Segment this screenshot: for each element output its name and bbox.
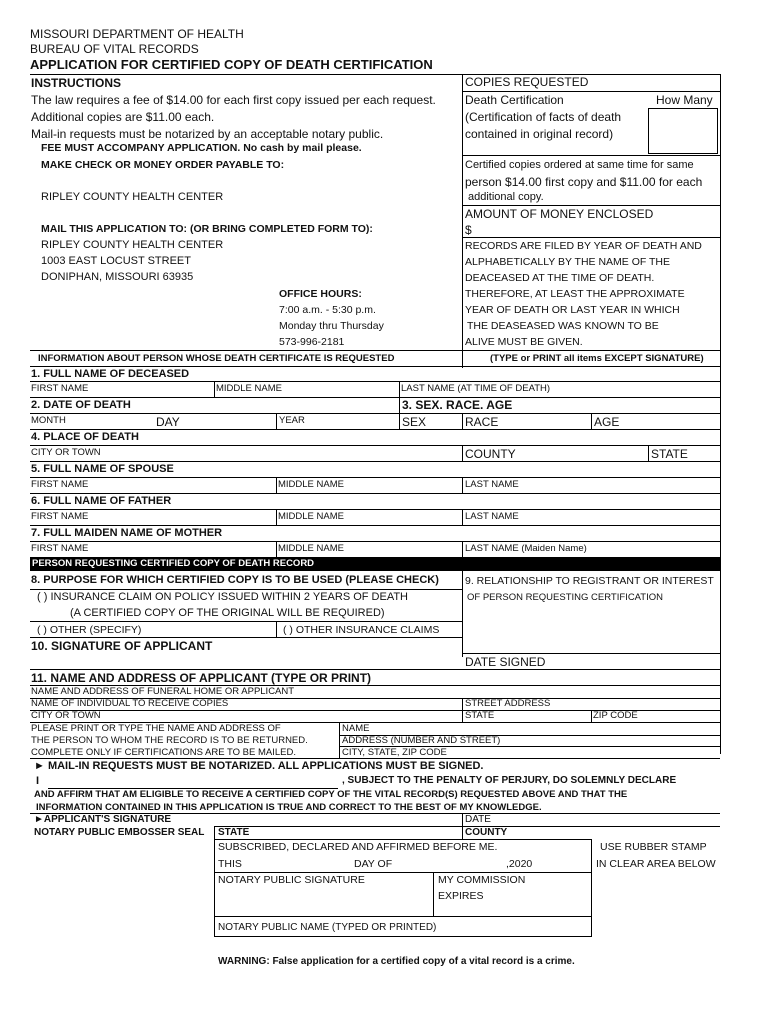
s3-div-3 bbox=[591, 413, 592, 429]
s4-div-2 bbox=[648, 445, 649, 461]
form-title: APPLICATION FOR CERTIFIED COPY OF DEATH CERTIFICATION bbox=[30, 57, 433, 72]
mail-to-line: MAIL THIS APPLICATION TO: (OR BRING COMPLETED FORM TO): bbox=[41, 223, 373, 235]
records-note-5: YEAR OF DEATH OR LAST YEAR IN WHICH bbox=[465, 304, 680, 316]
this-label: THIS bbox=[218, 858, 242, 870]
office-phone: 573-996-2181 bbox=[279, 336, 345, 348]
section-9-heading-1: 9. RELATIONSHIP TO REGISTRANT OR INTEREST bbox=[465, 575, 714, 587]
rubber-stamp-2: IN CLEAR AREA BELOW bbox=[596, 858, 716, 870]
payable-line: MAKE CHECK OR MONEY ORDER PAYABLE TO: bbox=[41, 159, 285, 171]
s6-top-line bbox=[30, 493, 720, 494]
np-sig-top-line bbox=[214, 872, 592, 873]
deceased-middle-name-label: MIDDLE NAME bbox=[216, 383, 282, 394]
info-bottom-line bbox=[30, 366, 720, 367]
s5-line bbox=[30, 477, 720, 478]
np-name-top-line bbox=[214, 916, 592, 917]
section-3-heading: 3. SEX. RACE. AGE bbox=[402, 398, 513, 412]
records-note-2: ALPHABETICALLY BY THE NAME OF THE bbox=[465, 256, 671, 268]
day-of-label: DAY OF bbox=[354, 858, 393, 870]
s1-div-1 bbox=[214, 381, 215, 397]
date-signed-label[interactable]: DATE SIGNED bbox=[465, 655, 546, 669]
records-note-1: RECORDS ARE FILED BY YEAR OF DEATH AND bbox=[465, 240, 702, 252]
section-11-heading: 11. NAME AND ADDRESS OF APPLICANT (TYPE OR PRINT) bbox=[31, 671, 372, 685]
form-right-edge bbox=[720, 74, 721, 754]
death-year-label: YEAR bbox=[279, 415, 305, 426]
office-hours-label: OFFICE HOURS: bbox=[279, 288, 362, 300]
mother-middle-name-label: MIDDLE NAME bbox=[278, 543, 344, 554]
form-top-line bbox=[30, 74, 720, 75]
notary-state-label: STATE bbox=[218, 827, 250, 838]
info-top-line bbox=[30, 350, 720, 351]
section-4-heading: 4. PLACE OF DEATH bbox=[31, 431, 139, 443]
race-label: RACE bbox=[465, 415, 499, 429]
date-signed-line bbox=[462, 653, 720, 654]
perjury-statement: , SUBJECT TO THE PENALTY OF PERJURY, DO SOLEMNLY DECLARE bbox=[342, 775, 677, 786]
copies-heading-line bbox=[462, 91, 720, 92]
payee: RIPLEY COUNTY HEALTH CENTER bbox=[41, 191, 224, 203]
how-many-label: How Many bbox=[656, 93, 713, 107]
please-print-3: COMPLETE ONLY IF CERTIFICATIONS ARE TO BE MAILED. bbox=[31, 747, 297, 758]
info-heading: INFORMATION ABOUT PERSON WHOSE DEATH CERTIFICATE IS REQUESTED bbox=[38, 353, 395, 364]
requester-bar-label: PERSON REQUESTING CERTIFIED COPY OF DEATH RECORD bbox=[32, 558, 315, 569]
s7-line bbox=[30, 541, 720, 542]
s2-top-line bbox=[30, 397, 720, 398]
mail-address-2: 1003 EAST LOCUST STREET bbox=[41, 255, 191, 267]
section-9-heading-2: OF PERSON REQUESTING CERTIFICATION bbox=[467, 592, 663, 603]
s6-div bbox=[276, 509, 277, 525]
s11-div-2 bbox=[591, 710, 592, 722]
office-hours-time: 7:00 a.m. - 5:30 p.m. bbox=[279, 304, 376, 316]
notary-signature-label[interactable]: NOTARY PUBLIC SIGNATURE bbox=[218, 874, 365, 886]
copies-line-4 bbox=[462, 237, 720, 238]
death-day-label: DAY bbox=[156, 415, 180, 429]
section-6-heading: 6. FULL NAME OF FATHER bbox=[31, 495, 172, 507]
section-5-heading: 5. FULL NAME OF SPOUSE bbox=[31, 463, 174, 475]
notary-county-label: COUNTY bbox=[465, 827, 508, 838]
notary-name-label[interactable]: NOTARY PUBLIC NAME (TYPED OR PRINTED) bbox=[218, 922, 437, 933]
affirm-line-2: INFORMATION CONTAINED IN THIS APPLICATION IS TRUE AND CORRECT TO THE BEST OF MY KNOWLEDGE. bbox=[36, 802, 542, 813]
same-time-line-2: person $14.00 first copy and $11.00 for each bbox=[465, 175, 703, 189]
please-print-2: THE PERSON TO WHOM THE RECORD IS TO BE RETURNED. bbox=[31, 735, 308, 746]
declarant-i: I bbox=[36, 775, 40, 787]
s2-line bbox=[30, 413, 720, 414]
city-town-label: CITY OR TOWN bbox=[31, 710, 101, 721]
spouse-last-name-label: LAST NAME bbox=[465, 479, 519, 490]
stamp-div bbox=[591, 839, 592, 937]
np-name-bottom-line bbox=[214, 936, 592, 937]
dollar-sign[interactable]: $ bbox=[465, 223, 472, 237]
s11-top-line bbox=[30, 669, 720, 670]
s1-line bbox=[30, 381, 720, 382]
copies-requested-heading: COPIES REQUESTED bbox=[465, 75, 589, 89]
father-first-name-label: FIRST NAME bbox=[31, 511, 89, 522]
applicant-state-label: STATE bbox=[465, 710, 495, 721]
records-note-7: ALIVE MUST BE GIVEN. bbox=[465, 336, 583, 348]
section-8-heading: 8. PURPOSE FOR WHICH CERTIFIED COPY IS TO BE USED (PLEASE CHECK) bbox=[31, 574, 439, 586]
s1-div-2 bbox=[399, 381, 400, 397]
notarized-line: Mail-in requests must be notarized by an acceptable notary public. bbox=[31, 127, 384, 141]
s2-div bbox=[276, 413, 277, 429]
embosser-seal-label: NOTARY PUBLIC EMBOSSER SEAL bbox=[34, 827, 205, 838]
applicant-signature-label[interactable]: ►APPLICANT'S SIGNATURE bbox=[34, 814, 172, 825]
insurance-claim-note: (A CERTIFIED COPY OF THE ORIGINAL WILL BE REQUIRED) bbox=[70, 607, 385, 619]
applicant-date-label[interactable]: DATE bbox=[465, 814, 491, 825]
affirm-line-1: AND AFFIRM THAT AM ELIGIBLE TO RECEIVE A CERTIFIED COPY OF THE VITAL RECORD(S) REQUESTED ABOVE AND THAT THE bbox=[34, 789, 628, 800]
father-last-name-label: LAST NAME bbox=[465, 511, 519, 522]
mail-in-notice: ► MAIL-IN REQUESTS MUST BE NOTARIZED. ALL APPLICATIONS MUST BE SIGNED. bbox=[34, 760, 484, 772]
copies-line-3 bbox=[462, 205, 720, 206]
expires-label[interactable]: EXPIRES bbox=[438, 890, 484, 902]
warning-notice: WARNING: False application for a certified copy of a vital record is a crime. bbox=[218, 956, 575, 967]
return-csz-label: CITY, STATE, ZIP CODE bbox=[342, 747, 447, 758]
office-hours-days: Monday thru Thursday bbox=[279, 320, 384, 332]
mail-address-3: DONIPHAN, MISSOURI 63935 bbox=[41, 271, 194, 283]
copies-line-2 bbox=[462, 155, 720, 156]
s6-div-2 bbox=[462, 509, 463, 525]
age-label: AGE bbox=[594, 415, 620, 429]
same-time-line-3: additional copy. bbox=[468, 191, 544, 203]
spouse-first-name-label: FIRST NAME bbox=[31, 479, 89, 490]
please-print-1: PLEASE PRINT OR TYPE THE NAME AND ADDRESS OF bbox=[31, 723, 281, 734]
section-2-heading: 2. DATE OF DEATH bbox=[31, 399, 131, 411]
mother-first-name-label: FIRST NAME bbox=[31, 543, 89, 554]
amount-enclosed-label: AMOUNT OF MONEY ENCLOSED bbox=[465, 207, 654, 221]
notary-top-line bbox=[30, 758, 720, 759]
s7-top-line bbox=[30, 525, 720, 526]
column-divider bbox=[462, 74, 463, 368]
records-note-4: THEREFORE, AT LEAST THE APPROXIMATE bbox=[465, 288, 685, 300]
type-print-note: (TYPE or PRINT all items EXCEPT SIGNATURE) bbox=[490, 353, 704, 364]
individual-label: NAME OF INDIVIDUAL TO RECEIVE COPIES bbox=[31, 698, 229, 709]
bureau-name: BUREAU OF VITAL RECORDS bbox=[30, 42, 199, 56]
fee-must-line: FEE MUST ACCOMPANY APPLICATION. No cash by mail please. bbox=[41, 142, 362, 154]
s4-top-line bbox=[30, 429, 720, 430]
father-middle-name-label: MIDDLE NAME bbox=[278, 511, 344, 522]
commission-div bbox=[433, 872, 434, 916]
records-note-6: THE DEASEASED WAS KNOWN TO BE bbox=[467, 320, 659, 332]
subscribed-line: SUBSCRIBED, DECLARED AND AFFIRMED BEFORE ME. bbox=[218, 841, 498, 853]
return-div bbox=[339, 722, 340, 758]
additional-line: Additional copies are $11.00 each. bbox=[31, 110, 215, 124]
s5-div bbox=[276, 477, 277, 493]
death-city-label: CITY OR TOWN bbox=[31, 447, 101, 458]
death-month-label: MONTH bbox=[31, 415, 66, 426]
rubber-stamp-1: USE RUBBER STAMP bbox=[600, 841, 707, 853]
s7-div-2 bbox=[462, 541, 463, 557]
death-certification-label: Death Certification bbox=[465, 93, 564, 107]
death-state-label: STATE bbox=[651, 447, 688, 461]
spouse-middle-name-label: MIDDLE NAME bbox=[278, 479, 344, 490]
instructions-heading: INSTRUCTIONS bbox=[31, 76, 121, 90]
how-many-input-box[interactable] bbox=[648, 108, 718, 154]
mother-maiden-name-label: LAST NAME (Maiden Name) bbox=[465, 543, 587, 554]
s10-top-line bbox=[30, 637, 462, 638]
dept-name: MISSOURI DEPARTMENT OF HEALTH bbox=[30, 27, 244, 41]
s5-div-2 bbox=[462, 477, 463, 493]
section-1-heading: 1. FULL NAME OF DECEASED bbox=[31, 368, 190, 380]
deceased-first-name-label: FIRST NAME bbox=[31, 383, 89, 394]
year-label: ,2020 bbox=[506, 858, 533, 870]
seal-div bbox=[214, 826, 215, 937]
s8-line-2 bbox=[30, 621, 462, 622]
return-address-label: ADDRESS (NUMBER AND STREET) bbox=[342, 735, 501, 746]
s6-line bbox=[30, 509, 720, 510]
mail-address-1: RIPLEY COUNTY HEALTH CENTER bbox=[41, 239, 224, 251]
return-name-label: NAME bbox=[342, 723, 370, 734]
section-7-heading: 7. FULL MAIDEN NAME OF MOTHER bbox=[31, 527, 223, 539]
same-time-line-1: Certified copies ordered at same time for same bbox=[465, 159, 694, 171]
facts-line-2: contained in original record) bbox=[465, 127, 614, 141]
facts-line-1: (Certification of facts of death bbox=[465, 110, 622, 124]
other-insurance-option[interactable]: ( ) OTHER INSURANCE CLAIMS bbox=[283, 624, 440, 636]
s4-line bbox=[30, 445, 720, 446]
s8-div bbox=[462, 571, 463, 657]
s7-div bbox=[276, 541, 277, 557]
sex-label: SEX bbox=[402, 415, 427, 429]
deceased-last-name-label: LAST NAME (AT TIME OF DEATH) bbox=[401, 383, 551, 394]
section-10-heading: 10. SIGNATURE OF APPLICANT bbox=[31, 639, 213, 653]
s8-line-1 bbox=[30, 589, 462, 590]
death-county-label: COUNTY bbox=[465, 447, 516, 461]
subscribed-top-line bbox=[214, 839, 592, 840]
s5-top-line bbox=[30, 461, 720, 462]
other-specify-option[interactable]: ( ) OTHER (SPECIFY) bbox=[37, 624, 142, 636]
s8-div-2 bbox=[276, 621, 277, 637]
insurance-claim-option[interactable]: ( ) INSURANCE CLAIM ON POLICY ISSUED WITHIN 2 YEARS OF DEATH bbox=[37, 591, 409, 603]
commission-label: MY COMMISSION bbox=[438, 874, 526, 886]
fee-line: The law requires a fee of $14.00 for each first copy issued per each request. bbox=[31, 93, 436, 107]
funeral-home-label: NAME AND ADDRESS OF FUNERAL HOME OR APPLICANT bbox=[31, 686, 295, 697]
street-address-label: STREET ADDRESS bbox=[465, 698, 551, 709]
s4-div bbox=[462, 445, 463, 461]
zip-code-label: ZIP CODE bbox=[593, 710, 638, 721]
s3-div-2 bbox=[462, 413, 463, 429]
records-note-3: DEACEASED AT THE TIME OF DEATH. bbox=[465, 272, 655, 284]
